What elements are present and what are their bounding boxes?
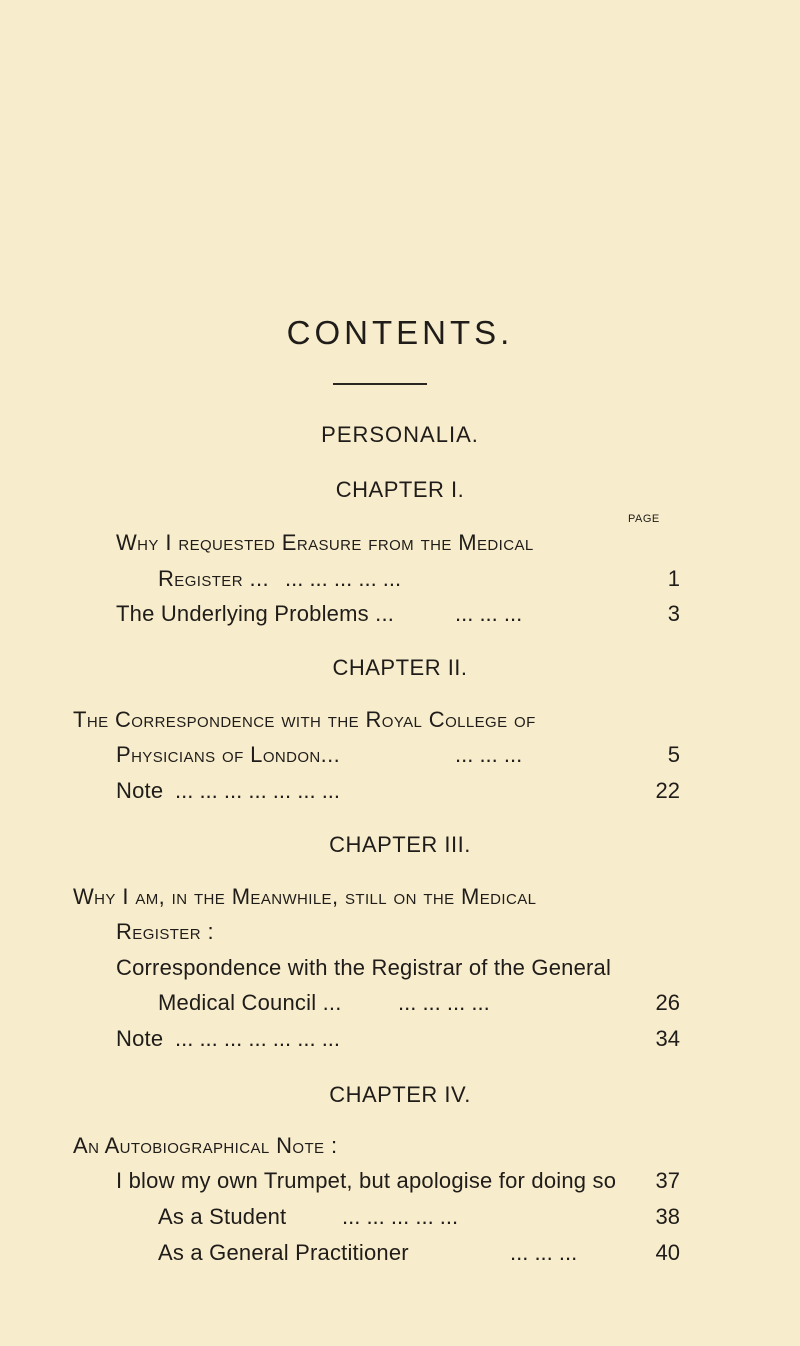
chapter-2-heading: CHAPTER II. [332,655,468,680]
chapter-3-sub-leader: ... ... ... ... [398,990,490,1015]
chapter-4-entry-2-page: 38 [655,1204,680,1229]
chapter-2-section-line1: The Correspondence with the Royal College of [73,707,536,732]
chapter-3-entry-label: Note [116,1026,164,1051]
chapter-1-heading: CHAPTER I. [335,477,465,502]
chapter-1-entry-page: 3 [667,601,680,626]
chapter-4-entry-3-label: As a General Practitioner [158,1240,409,1265]
chapter-4-heading: CHAPTER IV. [329,1082,471,1107]
chapter-4-entry-3-page: 40 [655,1240,680,1265]
chapter-3-entry-page: 34 [655,1026,680,1051]
chapter-4-section-line1: An Autobiographical Note : [73,1133,338,1158]
chapter-3-section-line2: Register : [116,919,214,944]
chapter-3-entry-leader: ... ... ... ... ... ... ... [175,1026,341,1051]
chapter-1-entry-leader: ... ... ... [455,601,523,626]
chapter-4-entry-2-label: As a Student [158,1204,287,1229]
chapter-2-entry-leader: ... ... ... ... ... ... ... [175,778,341,803]
chapter-1-section-line1: Why I requested Erasure from the Medical [116,530,534,555]
chapter-2-entry-page: 22 [655,778,680,803]
chapter-3-sub-page: 26 [655,990,680,1015]
chapter-1-entry-label: The Underlying Problems ... [116,601,395,626]
chapter-2-section-page: 5 [667,742,680,767]
chapter-1-section-page: 1 [667,566,680,591]
chapter-3-heading: CHAPTER III. [329,832,471,857]
chapter-2-section-line2: Physicians of London... [116,742,341,767]
chapter-4-entry-2-leader: ... ... ... ... ... [342,1204,459,1229]
title-rule [333,383,427,385]
chapter-1-section-leader: ... ... ... ... ... [285,566,402,591]
page-title: CONTENTS. [286,314,514,351]
chapter-3-sub-line1: Correspondence with the Registrar of the General [116,955,612,980]
part-heading: PERSONALIA. [321,422,479,447]
chapter-3-sub-line2: Medical Council ... [158,990,342,1015]
chapter-4-entry-1-page: 37 [655,1168,680,1193]
chapter-2-entry-label: Note [116,778,164,803]
chapter-4-entry-1-label: I blow my own Trumpet, but apologise for doing so [116,1168,617,1193]
chapter-2-section-leader: ... ... ... [455,742,523,767]
chapter-3-section-line1: Why I am, in the Meanwhile, still on the Medical [73,884,537,909]
chapter-4-entry-3-leader: ... ... ... [510,1240,578,1265]
chapter-1-section-line2: Register ... [158,566,269,591]
page-column-label: PAGE [628,513,660,525]
